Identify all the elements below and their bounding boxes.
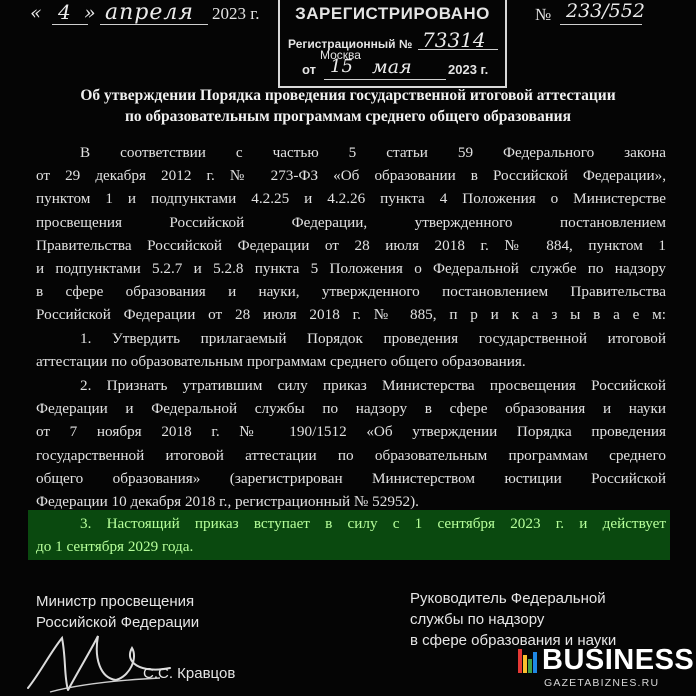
text-line: Российской Федерации от 28 июля 2018 г. № 885, п р и к а з ы в а е м: [36,306,666,324]
text-line: В соответствии с частью 5 статьи 59 Федерального закона [80,144,666,161]
logo-url: GAZETABIZNES.RU [544,677,660,689]
item-2-paragraph [36,374,666,513]
order-month: апреля [105,0,194,25]
title-line: Об утверждении Порядка проведения государственной итоговой аттестации [80,87,616,104]
text-line: Федерации и Федеральной службы по надзору в сфере образования и науки [36,400,666,418]
sig-line: Российской Федерации [36,614,200,631]
left-signatory-name: С.С. Кравцов [143,665,236,682]
handwritten-signature [20,618,190,696]
logo-word: BUSINESS [542,644,695,676]
text-line: пунктом 1 и подпунктами 4.2.25 и 4.2.26 пункта 4 Положения о Министерстве [36,190,666,208]
stamp-month: мая [372,56,412,78]
stamp-year: 2023 г. [448,62,489,77]
order-number-label: № [535,5,552,24]
text-line: аттестации по образовательным программам среднего общего образования. [36,353,526,371]
stamp-city: Москва [320,48,361,62]
stamp-day: 15 [330,56,353,77]
item-3-highlighted-paragraph [36,512,666,558]
text-line: просвещения Российской Федерации, утвержденного постановлением [36,213,666,231]
preamble-paragraph [36,141,666,327]
item-1-paragraph [36,327,666,373]
text-line: до 1 сентября 2029 года. [36,538,194,556]
text-line: и подпунктами 5.2.7 и 5.2.8 пункта 5 Положения о Федеральной службе по надзору [36,260,666,278]
order-day: 4 [58,0,71,24]
business-logo [508,644,695,692]
registration-stamp [278,0,507,88]
title-line: по образовательным программам среднего общего образования [125,108,571,125]
stamp-reg-label: Регистрационный № [288,37,413,51]
right-signatory-title [410,588,616,651]
text-line: Федерации 10 декабря 2018 г., регистрационный № 52952). [36,493,419,511]
text-line: общего образования» (зарегистрирован Министерством юстиции Российской [36,469,666,487]
text-line: от 29 декабря 2012 г. № 273-ФЗ «Об образовании в Российской Федерации», [36,167,666,185]
text-line: 2. Признать утратившим силу приказ Министерства просвещения Российской [80,377,666,394]
date-close-quote: » [84,2,96,24]
text-line: 3. Настоящий приказ вступает в силу с 1 сентября 2023 г. и действует [80,515,666,532]
text-line: от 7 ноября 2018 г. № 190/1512 «Об утверждении Порядка проведения [36,423,666,441]
date-open-quote: « [30,2,42,24]
stamp-date-underline [324,79,446,80]
text-line: 1. Утвердить прилагаемый Порядок проведения государственной итоговой [80,330,666,347]
text-line: государственной итоговой аттестации по образовательным программам среднего [36,446,666,464]
logo-mark-icon [518,649,538,673]
sig-line: Руководитель Федеральной [410,590,606,607]
text-line: Правительства Российской Федерации от 28 июля 2018 г. № 884, пунктом 1 [36,236,666,254]
stamp-reg-number: 73314 [422,28,486,52]
stamp-from-label: от [302,62,316,77]
number-underline [560,24,642,25]
order-number: 233/552 [566,0,645,22]
month-underline [100,24,208,25]
day-underline [52,24,88,25]
text-line: в сфере образования и науки, утвержденного постановлением Правительства [36,283,666,301]
stamp-title: ЗАРЕГИСТРИРОВАНО [295,4,490,23]
sig-line: службы по надзору [410,611,545,628]
order-year: 2023 г. [212,4,260,23]
sig-line: Министр просвещения [36,593,195,610]
document-title [20,85,676,127]
stamp-reg-underline [418,49,498,50]
sig-line: в сфере образования и науки [410,632,617,649]
